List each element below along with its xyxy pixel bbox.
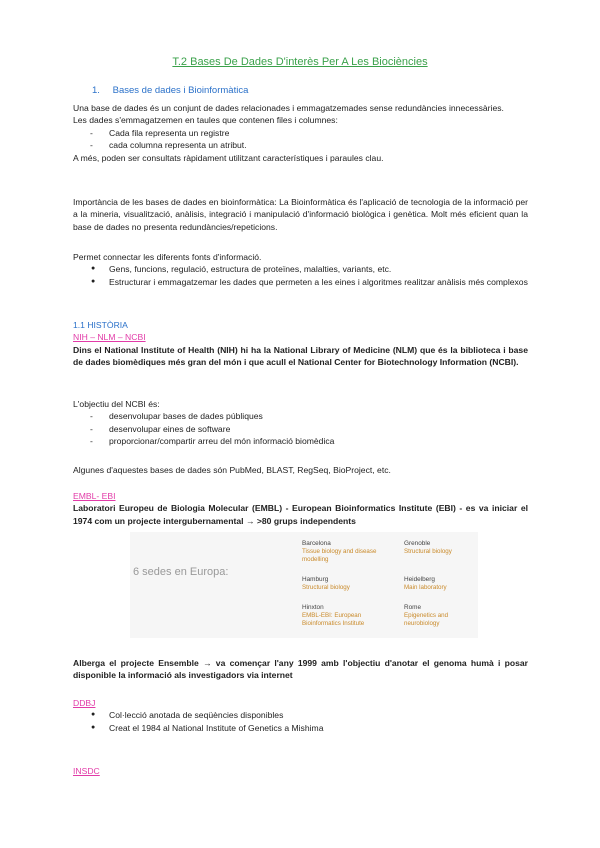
- site-city: Hinxton: [302, 604, 324, 611]
- section1-body: [73, 102, 528, 164]
- list-item: ● Estructurar i emmagatzemar les dades que permeten a les eines i algoritmes realitzar anàlisis més complexos: [91, 276, 528, 287]
- section-number: 1.: [92, 85, 100, 96]
- site-desc: Structural biology: [302, 584, 350, 591]
- site-city: Rome: [404, 604, 422, 611]
- paragraph-ensembl: Alberga el projecte Ensemble → va començar l'any 1999 amb l'objectiu d'anotar el genoma humà i posar disponible la informació als investigadors via internet: [73, 658, 528, 681]
- connect-block: [73, 251, 528, 288]
- bullet-list: [73, 263, 528, 288]
- list-item: ● Gens, funcions, regulació, estructura de proteïnes, malalties, variants, etc.: [91, 264, 392, 275]
- page-title: T.2 Bases De Dades D'interès Per A Les Biociències: [172, 56, 428, 68]
- dash-list: [73, 127, 528, 152]
- paragraph-nih: Dins el National Institute of Health (NIH) hi ha la National Library of Medicine (NLM) que és la biblioteca i base de dades biomèdiques més gran del món i que acull el National Center for Biotechnology Information (NCBI).: [73, 344, 528, 368]
- ncbi-examples-block: [73, 464, 528, 476]
- embl-block: [73, 490, 528, 527]
- site-city: Hamburg: [302, 576, 329, 583]
- history-block: [73, 319, 528, 369]
- ncbi-examples: Algunes d'aquestes bases de dades són PubMed, BLAST, RegSeq, BioProject, etc.: [73, 465, 391, 475]
- site-desc: EMBL-EBI: European Bioinformatics Institute: [302, 612, 365, 627]
- insdc-link[interactable]: INSDC: [73, 766, 100, 776]
- ncbi-list: [73, 410, 528, 447]
- embl-link[interactable]: EMBL- EBI: [73, 491, 116, 501]
- list-item: - Cada fila representa un registre: [90, 127, 230, 138]
- site-city: Barcelona: [302, 540, 331, 547]
- site-city: Grenoble: [404, 540, 431, 547]
- site-city: Heidelberg: [404, 576, 435, 583]
- ddbj-block: [73, 697, 528, 734]
- image-label: 6 sedes en Europa:: [133, 566, 229, 578]
- history-heading: 1.1 HISTÒRIA: [73, 320, 128, 330]
- ddbj-link[interactable]: DDBJ: [73, 698, 96, 708]
- ncbi-intro: L'objectiu del NCBI és:: [73, 399, 160, 409]
- site-desc: Epigenetics and neurobiology: [404, 612, 449, 627]
- ncbi-block: [73, 398, 528, 448]
- ensembl-block: [73, 657, 528, 682]
- list-item: ● Creat el 1984 al National Institute of Genetics a Mishima: [91, 722, 324, 733]
- site-desc: Main laboratory: [404, 584, 447, 591]
- list-item: - desenvolupar bases de dades públiques: [90, 411, 263, 422]
- paragraph-queries: A més, poden ser consultats ràpidament utilitzant característiques i paraules clau.: [73, 152, 384, 163]
- paragraph-connect: Permet connectar les diferents fonts d'informació.: [73, 252, 262, 262]
- paragraph-tables: Les dades s'emmagatzemen en taules que contenen files i columnes:: [73, 115, 338, 126]
- embl-sites-image: [130, 532, 478, 638]
- site-desc: Structural biology: [404, 548, 452, 555]
- nih-link[interactable]: NIH – NLM – NCBI: [73, 332, 146, 343]
- site-desc: Tissue biology and disease modelling: [302, 548, 377, 563]
- list-item: - desenvolupar eines de software: [90, 423, 231, 434]
- importance-paragraph-block: [73, 196, 528, 233]
- list-item: ● Col·lecció anotada de seqüències disponibles: [91, 710, 284, 721]
- ddbj-list: [73, 709, 528, 734]
- paragraph-definition: Una base de dades és un conjunt de dades relacionades i emmagatzemades sense redundàncies innecessàries.: [73, 103, 504, 113]
- paragraph-embl: Laboratori Europeu de Biologia Molecular (EMBL) - European Bioinformatics Institute (EBI) - es va iniciar el 1974 com un projecte intergubernamental → >80 grups independents: [73, 503, 528, 526]
- paragraph-importance: Importància de les bases de dades en bioinformàtica: La Bioinformàtica és l'aplicació de tecnologia de la informació per a la mineria, visualització, anàlisis, integració i manipulació d'informació biològica i genètica. Molt més eficient quan la base de dades no presenta redundàncies/repeticions.: [73, 197, 528, 232]
- section-heading-1: [92, 85, 248, 96]
- section-title: Bases de dades i Bioinformàtica: [112, 85, 249, 96]
- list-item: - cada columna representa un atribut.: [90, 140, 247, 151]
- insdc-block: [73, 765, 528, 777]
- list-item: - proporcionar/compartir arreu del món informació biomèdica: [90, 436, 335, 447]
